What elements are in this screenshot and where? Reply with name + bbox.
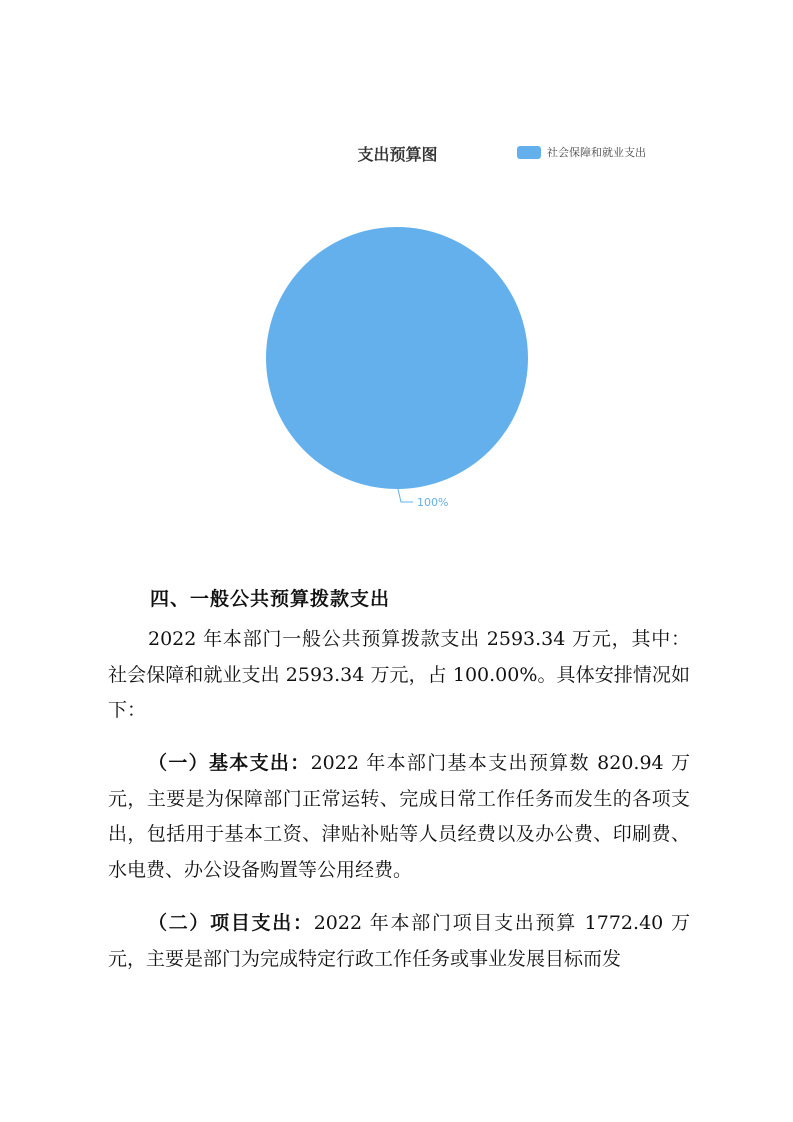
basic-expenditure-text: 2022 年本部门基本支出预算数 820.94 万元，主要是为保障部门正常运转、完成日常工作任务而发生的各项支出，包括用于基本工资、津贴补贴等人员经费以及办公费、印刷费、水电费、办公设备购置等公用经费。	[108, 752, 690, 881]
chart-title: 支出预算图	[357, 145, 438, 164]
legend-label: 社会保障和就业支出	[547, 146, 646, 159]
budget-pie-chart	[0, 0, 793, 540]
pie-slice-0[interactable]	[266, 227, 528, 489]
section-heading: 四、一般公共预算拨款支出	[150, 588, 391, 610]
slice-percent-label-0: 100%	[417, 496, 449, 509]
basic-expenditure-lead: （一）基本支出：	[148, 752, 311, 774]
project-expenditure-lead: （二）项目支出：	[148, 912, 314, 934]
slice-label-line-0	[398, 489, 413, 502]
pie-svg	[0, 0, 793, 540]
paragraph-basic-expenditure	[108, 746, 690, 888]
paragraph-summary: 2022 年本部门一般公共预算拨款支出 2593.34 万元，其中：社会保障和就业支出 2593.34 万元，占 100.00%。具体安排情况如下：	[108, 628, 690, 721]
paragraph-project-expenditure	[108, 906, 690, 977]
project-expenditure-text: 2022 年本部门项目支出预算 1772.40 万元，主要是部门为完成特定行政工作任务或事业发展目标而发	[108, 912, 690, 970]
